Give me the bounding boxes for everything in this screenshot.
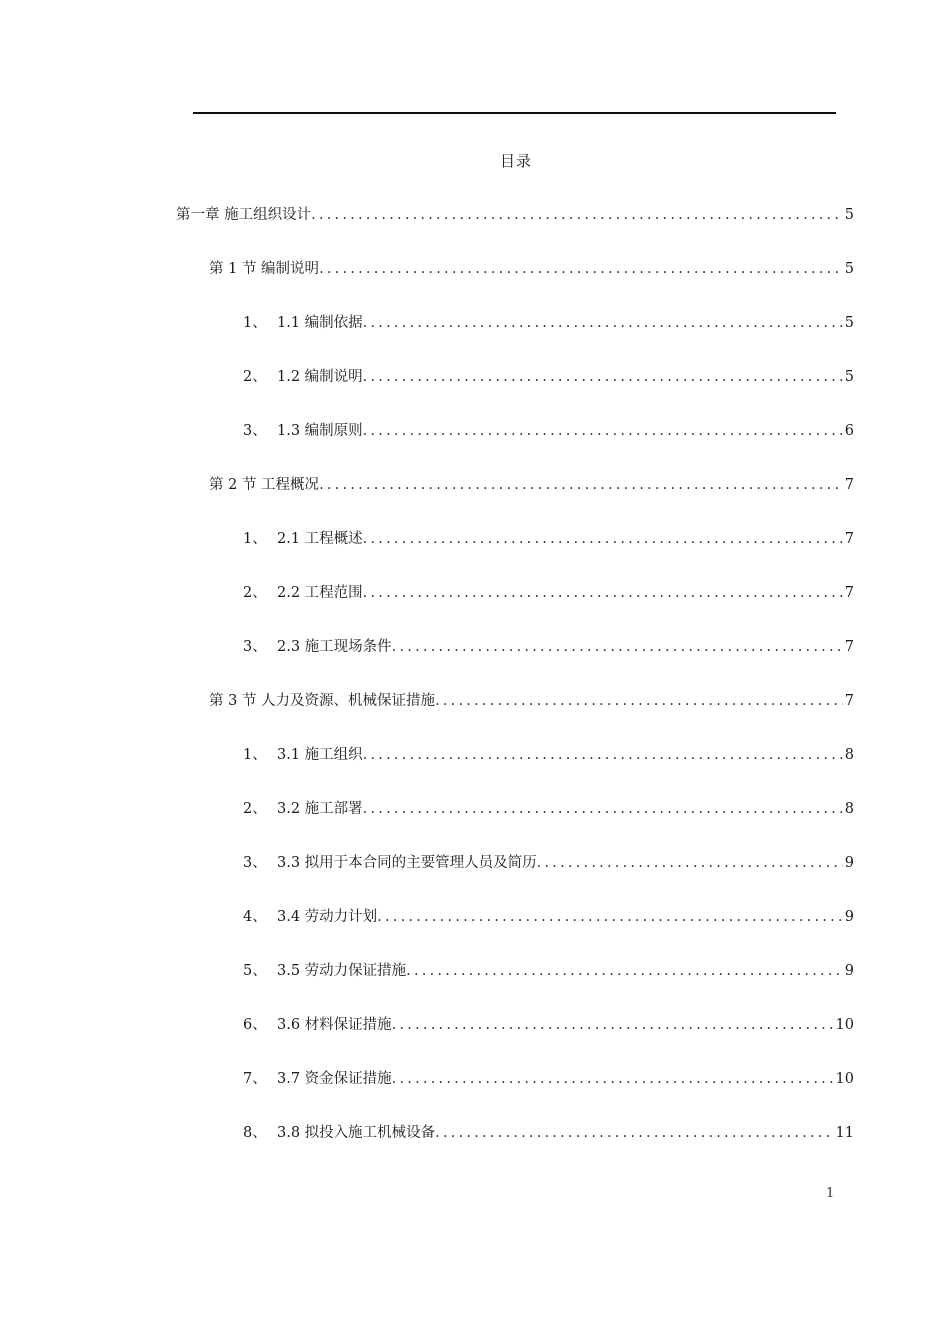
- toc-entry[interactable]: [209, 690, 854, 712]
- toc-entry-number: 1、: [243, 747, 267, 763]
- toc-entry-page: 9: [844, 909, 854, 925]
- toc-entry-page: 5: [844, 315, 854, 331]
- toc-entry-page: 8: [844, 801, 854, 817]
- dot-leader: [377, 906, 843, 928]
- toc-entry-page: 8: [844, 747, 854, 763]
- dot-leader: [406, 960, 843, 982]
- toc-entry[interactable]: [243, 420, 854, 442]
- toc-entry-page: 5: [844, 207, 854, 223]
- toc-entry[interactable]: [243, 744, 854, 766]
- toc-entry[interactable]: [243, 582, 854, 604]
- dot-leader: [319, 258, 843, 280]
- dot-leader: [435, 1122, 833, 1144]
- toc-entry-label: 3.8 拟投入施工机械设备: [277, 1125, 436, 1141]
- dot-leader: [311, 204, 843, 226]
- dot-leader: [392, 1014, 834, 1036]
- toc-entry-page: 9: [844, 963, 854, 979]
- toc-entry-number: 6、: [243, 1017, 267, 1033]
- toc-entry-number: 4、: [243, 909, 267, 925]
- toc-entry-page: 5: [844, 369, 854, 385]
- toc-entry-label: 2.3 施工现场条件: [277, 639, 392, 655]
- toc-entry[interactable]: [243, 636, 854, 658]
- dot-leader: [537, 852, 843, 874]
- toc-entry-label: 1.2 编制说明: [277, 369, 363, 385]
- toc-entry[interactable]: [243, 312, 854, 334]
- toc-entry-number: 2、: [243, 369, 267, 385]
- dot-leader: [363, 420, 843, 442]
- toc-entry-number: 8、: [243, 1125, 267, 1141]
- dot-leader: [363, 312, 843, 334]
- toc-entry[interactable]: [243, 528, 854, 550]
- toc-title: 目录: [499, 152, 532, 170]
- toc-entry-number: 2、: [243, 801, 267, 817]
- toc-entry[interactable]: [243, 366, 854, 388]
- dot-leader: [363, 798, 843, 820]
- toc-entry-number: 3、: [243, 423, 267, 439]
- toc-entry[interactable]: [243, 1068, 854, 1090]
- toc-entry-page: 10: [835, 1017, 854, 1033]
- toc-entry-label: 3.1 施工组织: [277, 747, 363, 763]
- page-number: 1: [826, 1186, 835, 1201]
- toc-entry-number: 1、: [243, 531, 267, 547]
- toc-entry-label: 3.3 拟用于本合同的主要管理人员及简历: [277, 855, 537, 871]
- toc-entry-page: 6: [844, 423, 854, 439]
- toc-entry-page: 7: [844, 585, 854, 601]
- toc-entry[interactable]: [243, 798, 854, 820]
- toc-entry[interactable]: [243, 1122, 854, 1144]
- dot-leader: [392, 1068, 834, 1090]
- dot-leader: [363, 528, 843, 550]
- toc-entry-label: 第 1 节 编制说明: [209, 261, 320, 277]
- toc-entry-page: 7: [844, 477, 854, 493]
- toc-entry-number: 1、: [243, 315, 267, 331]
- header-rule: [193, 112, 836, 114]
- dot-leader: [319, 474, 843, 496]
- toc-entry[interactable]: [209, 258, 854, 280]
- dot-leader: [363, 582, 843, 604]
- dot-leader: [435, 690, 843, 712]
- toc-entry[interactable]: [243, 852, 854, 874]
- toc-entry[interactable]: [243, 1014, 854, 1036]
- toc-entry-label: 2.2 工程范围: [277, 585, 363, 601]
- toc-entry-label: 3.5 劳动力保证措施: [277, 963, 407, 979]
- toc-entry-number: 5、: [243, 963, 267, 979]
- toc-entry-page: 11: [835, 1125, 854, 1141]
- toc-entry-number: 3、: [243, 855, 267, 871]
- toc-entry[interactable]: [243, 960, 854, 982]
- toc-entry[interactable]: [176, 204, 854, 226]
- toc-entry-page: 7: [844, 531, 854, 547]
- toc-entry-label: 3.6 材料保证措施: [277, 1017, 392, 1033]
- toc-entry-number: 2、: [243, 585, 267, 601]
- toc-entry-page: 10: [835, 1071, 854, 1087]
- toc-entry[interactable]: [209, 474, 854, 496]
- toc-entry-number: 7、: [243, 1071, 267, 1087]
- toc-entry-page: 7: [844, 693, 854, 709]
- toc-entry-page: 9: [844, 855, 854, 871]
- toc-entry-label: 第 3 节 人力及资源、机械保证措施: [209, 693, 436, 709]
- toc-entry-number: 3、: [243, 639, 267, 655]
- toc-entry-label: 1.1 编制依据: [277, 315, 363, 331]
- dot-leader: [392, 636, 843, 658]
- toc-entry-page: 5: [844, 261, 854, 277]
- toc-entry[interactable]: [243, 906, 854, 928]
- toc-entry-label: 3.7 资金保证措施: [277, 1071, 392, 1087]
- toc-entry-label: 第 2 节 工程概况: [209, 477, 320, 493]
- toc-entry-label: 3.2 施工部署: [277, 801, 363, 817]
- dot-leader: [363, 366, 843, 388]
- toc-entry-page: 7: [844, 639, 854, 655]
- toc-entry-label: 1.3 编制原则: [277, 423, 363, 439]
- toc-entry-label: 第一章 施工组织设计: [176, 207, 312, 223]
- toc-entry-label: 2.1 工程概述: [277, 531, 363, 547]
- toc-entry-label: 3.4 劳动力计划: [277, 909, 378, 925]
- dot-leader: [363, 744, 843, 766]
